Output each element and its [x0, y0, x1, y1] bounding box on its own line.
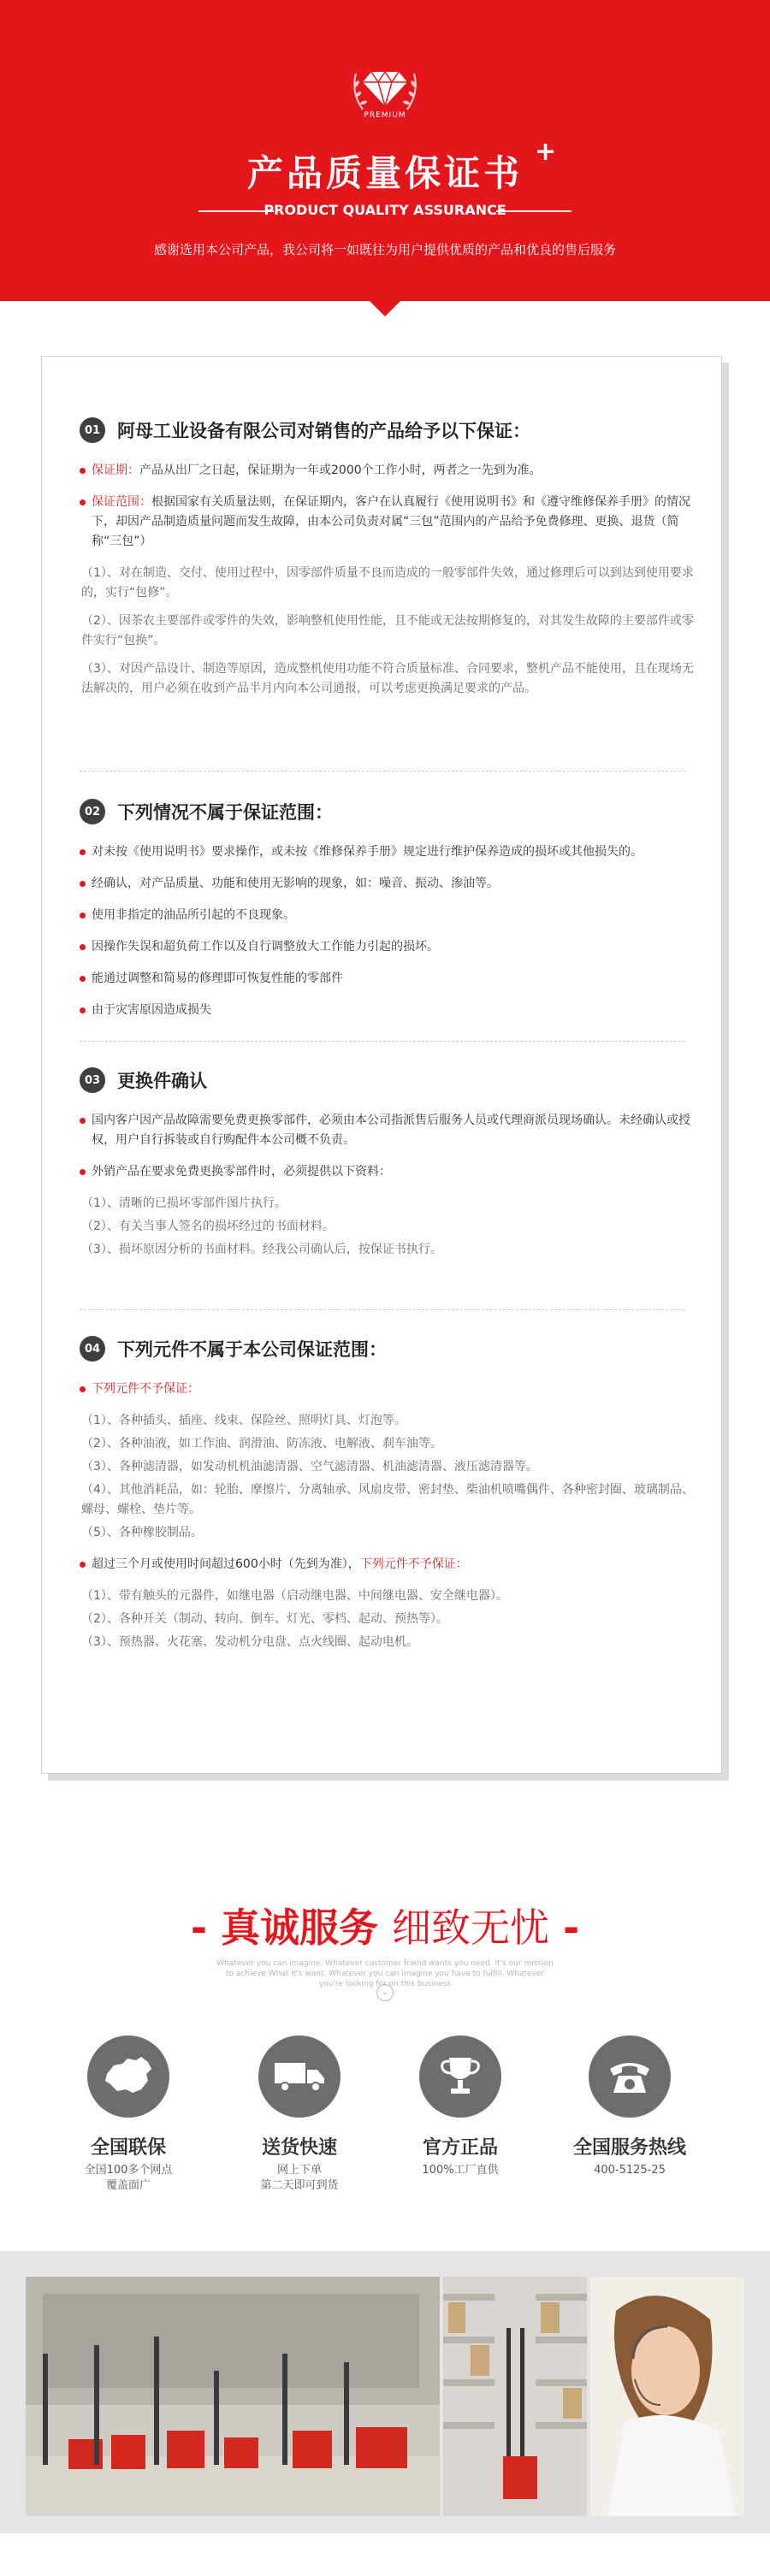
section-title: 阿母工业设备有限公司对销售的产品给予以下保证：: [117, 421, 530, 441]
feature-desc-line: 覆盖面广: [105, 2179, 151, 2192]
truck-icon: [258, 2035, 341, 2118]
list-item: 外销产品在要求免费更换零部件时，必须提供以下资料：: [80, 1162, 696, 1182]
section-header: [80, 795, 696, 829]
service-english-text: Whatever you can imagine, Whatever customer friend wants you need. It's our mission to achieve What it's want. Whatever you can imagine you have to fulfill. Whatever you're looking for on this business: [216, 1959, 554, 1988]
sub-item: （1）、带有触头的元器件，如继电器（启动继电器、中间继电器、安全继电器）。: [81, 1589, 508, 1603]
section-title: 下列情况不属于保证范围：: [117, 802, 333, 823]
title-dash-left: -: [190, 1905, 207, 1951]
page-title: 产品质量保证书: [246, 152, 523, 194]
list-item: 对未按《使用说明书》要求操作，或未按《维修保养手册》规定进行维护保养造成的损坏或其他损失的。: [80, 842, 696, 862]
item-label: 保证期：: [92, 464, 139, 477]
section-header: [80, 1063, 696, 1097]
item-label: 保证范围：: [92, 495, 151, 509]
section-header: [80, 413, 696, 447]
section-divider: [80, 1041, 685, 1042]
chevron-down-icon: ⌄: [376, 1984, 394, 2001]
list-item: 国内客户因产品故障需要免费更换零部件，必须由本公司指派售后服务人员或代理商派员现场确认。未经确认或授权，用户自行拆装或自行购配件本公司概不负责。: [80, 1111, 696, 1150]
section-03: [80, 1063, 696, 1263]
sub-item: （4）、其他消耗品，如：轮胎、摩擦片、分离轴承、风扇皮带、密封垫、柴油机喷嘴偶件、各种密封圈、玻璃制品、螺母、螺栓、垫片等。: [81, 1483, 694, 1516]
page-subtitle: PRODUCT QUALITY ASSURANCE: [264, 202, 506, 218]
section-01: [80, 413, 696, 707]
sub-item: （2）、各种油液，如工作油、润滑油、防冻液、电解液、刹车油等。: [81, 1437, 442, 1450]
feature-desc-line: 全国100多个网点: [84, 2164, 173, 2177]
feature-name: 全国服务热线: [572, 2137, 686, 2159]
section-number: 02: [80, 799, 105, 824]
title-dash-right: -: [563, 1905, 580, 1951]
phone-icon: [589, 2035, 671, 2118]
section-04: [80, 1332, 696, 1656]
item-text: 产品从出厂之日起，保证期为一年或2000个工作小时，两者之一先到为准。: [139, 464, 542, 477]
group-label-red: 下列元件不予保证：: [359, 1557, 468, 1571]
feature-desc: [51, 2163, 205, 2194]
sub-item: （1）、各种插头、插座、线束、保险丝、照明灯具、灯泡等。: [81, 1414, 406, 1427]
section-title: 更换件确认: [117, 1071, 207, 1091]
group-label-text: 超过三个月或使用时间超过600小时（先到为准），: [92, 1557, 360, 1571]
sub-item: （3）、预热器、火花塞、发动机分电盘、点火线圈、起动电机。: [81, 1635, 418, 1649]
sub-item: （3）、损坏原因分析的书面材料。经我公司确认后，按保证书执行。: [81, 1243, 442, 1256]
feature-desc: [553, 2163, 707, 2178]
sub-item: （1）、对在制造、交付、使用过程中，因零部件质量不良而造成的一般零部件失效，通过修理后可以到达到使用要求的，实行“包修”。: [81, 566, 694, 600]
feature-service-hotline: [553, 2035, 707, 2178]
list-item: 因操作失误和超负荷工作以及自行调整放大工作能力引起的损坏。: [80, 937, 696, 957]
sub-item: （1）、清晰的已损坏零部件图片执行。: [81, 1196, 287, 1210]
feature-nationwide-warranty: [51, 2035, 205, 2194]
service-title: [0, 1897, 770, 1953]
service-title-bold: 真诚服务: [220, 1905, 378, 1951]
feature-genuine-product: [383, 2035, 537, 2178]
sub-item: （2）、因茶农主要部件或零件的失效，影响整机使用性能，且不能或无法按期修复的，对其发生故障的主要部件或零件实行“包换”。: [81, 614, 694, 647]
warranty-panel: [41, 356, 722, 1774]
feature-desc: [222, 2163, 376, 2194]
trophy-icon: [419, 2035, 501, 2118]
section-number: 01: [80, 417, 105, 443]
group-label: [80, 1555, 696, 1575]
feature-desc-line: 网上下单: [276, 2164, 322, 2177]
feature-desc-line: 100%工厂直供: [422, 2164, 499, 2177]
list-item: 经确认，对产品质量、功能和使用无影响的现象，如：噪音、振动、渗油等。: [80, 874, 696, 894]
list-item: [80, 461, 696, 481]
intro-text: 感谢选用本公司产品，我公司将一如既往为用户提供优质的产品和优良的售后服务: [153, 242, 616, 257]
section-number: 03: [80, 1067, 105, 1093]
feature-name: 全国联保: [90, 2137, 166, 2159]
section-title: 下列元件不属于本公司保证范围：: [117, 1339, 387, 1360]
sub-item: （3）、各种滤清器，如发动机机油滤清器、空气滤清器、机油滤清器、液压滤清器等。: [81, 1460, 538, 1474]
section-header: [80, 1332, 696, 1366]
sub-item: （2）、有关当事人签名的损坏经过的书面材料。: [81, 1220, 335, 1233]
customer-service-photo: [590, 2277, 744, 2516]
feature-desc: [383, 2163, 537, 2178]
feature-name: 官方正品: [422, 2137, 498, 2159]
title-plus-mark: +: [535, 137, 557, 167]
list-item: 由于灾害原因造成损失: [80, 1001, 696, 1020]
header-notch: [368, 299, 402, 316]
feature-name: 送货快速: [261, 2137, 337, 2159]
service-title-light: 细致无忧: [392, 1905, 549, 1951]
warehouse-forklift-photo: [443, 2277, 587, 2516]
feature-desc-line: 400-5125-25: [594, 2164, 666, 2177]
list-item: [80, 493, 696, 552]
section-divider: [80, 1309, 685, 1310]
sub-item: （3）、对因产品设计、制造等原因，造成整机使用功能不符合质量标准、合同要求，整机产品不能使用，且在现场无法解决的，用户必须在收到产品半月内向本公司通报，可以考虑更换满足要求的产品。: [81, 662, 694, 695]
sub-item: （5）、各种橡胶制品。: [81, 1526, 203, 1539]
feature-fast-delivery: [222, 2035, 376, 2194]
list-item: 使用非指定的油品所引起的不良现象。: [80, 906, 696, 925]
group-label: 下列元件不予保证：: [80, 1380, 696, 1399]
forklift-fleet-photo: [26, 2277, 440, 2516]
list-item: 能通过调整和简易的修理即可恢复性能的零部件: [80, 969, 696, 989]
section-number: 04: [80, 1336, 105, 1362]
section-02: [80, 795, 696, 1032]
sub-item: （2）、各种开关（制动、转向、倒车、灯光、零档、起动、预热等）。: [81, 1612, 448, 1626]
logo-text: PREMIUM: [364, 111, 406, 120]
china-map-icon: [87, 2035, 169, 2118]
feature-desc-line: 第二天即可到货: [260, 2179, 339, 2192]
item-text: 根据国家有关质量法则，在保证期内，客户在认真履行《使用说明书》和《遵守维修保养手册》的情况下，却因产品制造质量问题而发生故障，由本公司负责对属“三包”范围内的产品给予免费修理、更换、退货（简称“三包”）: [92, 495, 690, 548]
